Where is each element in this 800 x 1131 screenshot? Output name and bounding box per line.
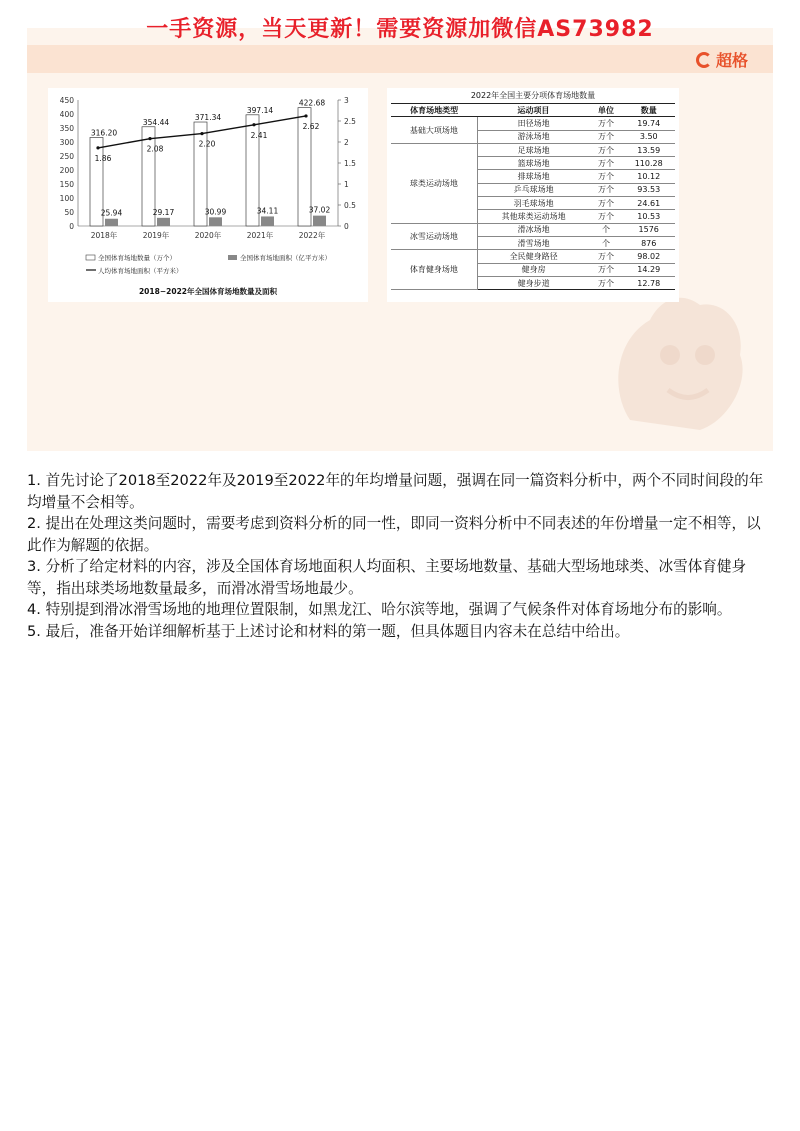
count-cell: 10.53 xyxy=(622,210,675,223)
per-capita-point xyxy=(200,132,203,135)
right-tick-label: 2.5 xyxy=(344,117,356,126)
brand-logo xyxy=(696,48,748,71)
per-capita-point xyxy=(148,137,151,140)
count-cell: 12.78 xyxy=(622,276,675,289)
unit-cell: 万个 xyxy=(590,130,623,143)
right-tick-label: 2 xyxy=(344,138,349,147)
legend-area-label: 全国体育场地面积（亿平方米） xyxy=(240,254,331,262)
right-tick-label: 0 xyxy=(344,222,349,231)
sport-cell: 羽毛球场地 xyxy=(477,197,589,210)
summary-item: 5. 最后，准备开始详细解析基于上述讨论和材料的第一题，但具体题目内容未在总结中给出。 xyxy=(27,622,630,640)
table-panel xyxy=(387,88,679,302)
unit-cell: 万个 xyxy=(590,210,623,223)
x-tick-label: 2018年 xyxy=(90,231,118,240)
venue-type-cell: 基础大项场地 xyxy=(391,117,477,144)
sport-cell: 滑冰场地 xyxy=(477,223,589,236)
count-cell: 24.61 xyxy=(622,197,675,210)
area-bar xyxy=(261,216,274,226)
unit-cell: 万个 xyxy=(590,197,623,210)
left-tick-label: 400 xyxy=(59,110,74,119)
count-value-label: 371.34 xyxy=(194,113,222,123)
unit-cell: 个 xyxy=(590,236,623,249)
sport-cell: 游泳场地 xyxy=(477,130,589,143)
per-capita-point xyxy=(304,114,307,117)
count-cell: 1576 xyxy=(622,223,675,236)
area-value-label: 25.94 xyxy=(100,208,123,218)
per-capita-point xyxy=(96,146,99,149)
left-tick-label: 250 xyxy=(59,152,74,161)
watermark-text: 一手资源，当天更新！需要资源加微信AS73982 xyxy=(146,17,654,42)
right-tick-label: 1 xyxy=(344,180,349,189)
unit-cell: 万个 xyxy=(590,170,623,183)
summary-item: 4. 特别提到滑冰滑雪场地的地理位置限制，如黑龙江、哈尔滨等地，强调了气候条件对体育场地分布的影响。 xyxy=(27,601,732,618)
right-tick-label: 1.5 xyxy=(344,159,356,168)
count-value-label: 316.20 xyxy=(90,128,118,138)
area-value-label: 30.99 xyxy=(204,207,227,217)
venue-type-cell: 体育健身场地 xyxy=(391,250,477,290)
left-tick-label: 0 xyxy=(69,222,74,231)
sport-cell: 排球场地 xyxy=(477,170,589,183)
area-bar xyxy=(209,217,222,226)
table-header-cell: 数量 xyxy=(622,104,675,117)
count-cell: 14.29 xyxy=(622,263,675,276)
table-header-cell: 运动项目 xyxy=(477,104,589,117)
sports-venue-chart xyxy=(48,88,368,302)
area-bar xyxy=(157,218,170,226)
count-cell: 10.12 xyxy=(622,170,675,183)
per-capita-value-label: 2.20 xyxy=(198,139,216,149)
table-row xyxy=(391,250,675,263)
summary-item: 3. 分析了给定材料的内容，涉及全国体育场地面积人均面积、主要场地数量、基础大型场地球类、冰雪体育健身等，指出球类场地数量最多，而滑冰滑雪场地最少。 xyxy=(27,558,747,597)
unit-cell: 万个 xyxy=(590,183,623,196)
chart-title: 2018−2022年全国体育场地数量及面积 xyxy=(138,287,278,296)
summary-item: 1. 首先讨论了2018至2022年及2019至2022年的年均增量问题，强调在同一篇资料分析中，两个不同时间段的年均增量不会相等。 xyxy=(27,472,764,511)
legend-line-label: 人均体育场地面积（平方米） xyxy=(98,267,183,275)
venue-type-cell: 球类运动场地 xyxy=(391,143,477,223)
left-tick-label: 300 xyxy=(59,138,74,147)
sport-cell: 全民健身路径 xyxy=(477,250,589,263)
right-tick-label: 3 xyxy=(344,96,349,105)
left-tick-label: 100 xyxy=(59,194,74,203)
legend-count-swatch xyxy=(86,255,95,260)
unit-cell: 万个 xyxy=(590,157,623,170)
unit-cell: 万个 xyxy=(590,263,623,276)
legend-area-swatch xyxy=(228,255,237,260)
table-header-row xyxy=(391,104,675,117)
sport-cell: 田径场地 xyxy=(477,117,589,130)
per-capita-value-label: 2.41 xyxy=(250,130,268,140)
sport-cell: 篮球场地 xyxy=(477,157,589,170)
count-cell: 19.74 xyxy=(622,117,675,130)
x-tick-label: 2020年 xyxy=(194,231,222,240)
chart-panel xyxy=(48,88,368,302)
sport-cell: 乒乓球场地 xyxy=(477,183,589,196)
left-tick-label: 50 xyxy=(64,208,74,217)
table-row xyxy=(391,143,675,156)
area-value-label: 34.11 xyxy=(256,206,279,216)
area-bar xyxy=(105,219,118,226)
table-row xyxy=(391,223,675,236)
sport-cell: 滑雪场地 xyxy=(477,236,589,249)
brand-bar xyxy=(27,45,773,73)
unit-cell: 万个 xyxy=(590,250,623,263)
left-tick-label: 200 xyxy=(59,166,74,175)
per-capita-value-label: 2.62 xyxy=(302,121,320,131)
count-cell: 13.59 xyxy=(622,143,675,156)
count-cell: 110.28 xyxy=(622,157,675,170)
left-tick-label: 150 xyxy=(59,180,74,189)
unit-cell: 个 xyxy=(590,223,623,236)
table-row xyxy=(391,117,675,130)
table-header-cell: 体育场地类型 xyxy=(391,104,477,117)
unit-cell: 万个 xyxy=(590,117,623,130)
left-tick-label: 350 xyxy=(59,124,74,133)
count-cell: 93.53 xyxy=(622,183,675,196)
area-value-label: 37.02 xyxy=(308,205,331,215)
table-body xyxy=(391,117,675,290)
sport-cell: 其他球类运动场地 xyxy=(477,210,589,223)
sport-cell: 健身房 xyxy=(477,263,589,276)
x-tick-label: 2019年 xyxy=(142,231,170,240)
count-value-label: 397.14 xyxy=(246,105,274,115)
count-value-label: 354.44 xyxy=(142,117,170,127)
legend-count-label: 全国体育场地数量（万个） xyxy=(98,254,176,262)
sport-cell: 健身步道 xyxy=(477,276,589,289)
x-tick-label: 2022年 xyxy=(298,231,326,240)
brand-name: 超格 xyxy=(715,51,748,70)
venue-type-cell: 冰雪运动场地 xyxy=(391,223,477,250)
summary-list xyxy=(27,470,773,642)
count-cell: 876 xyxy=(622,236,675,249)
brand-icon xyxy=(696,52,712,68)
per-capita-value-label: 1.86 xyxy=(94,153,112,163)
right-tick-label: 0.5 xyxy=(344,201,356,210)
x-tick-label: 2021年 xyxy=(246,231,274,240)
count-value-label: 422.68 xyxy=(298,98,326,108)
area-value-label: 29.17 xyxy=(152,207,175,217)
unit-cell: 万个 xyxy=(590,143,623,156)
count-cell: 3.50 xyxy=(622,130,675,143)
per-capita-point xyxy=(252,123,255,126)
area-bar xyxy=(313,216,326,226)
table-title: 2022年全国主要分项体育场地数量 xyxy=(470,91,596,100)
summary-item: 2. 提出在处理这类问题时，需要考虑到资料分析的同一性，即同一资料分析中不同表述的年份增量一定不相等，以此作为解题的依据。 xyxy=(27,515,761,554)
left-tick-label: 450 xyxy=(59,96,74,105)
venue-table xyxy=(391,103,675,290)
table-header-cell: 单位 xyxy=(590,104,623,117)
per-capita-value-label: 2.08 xyxy=(146,144,164,154)
count-cell: 98.02 xyxy=(622,250,675,263)
sport-cell: 足球场地 xyxy=(477,143,589,156)
unit-cell: 万个 xyxy=(590,276,623,289)
